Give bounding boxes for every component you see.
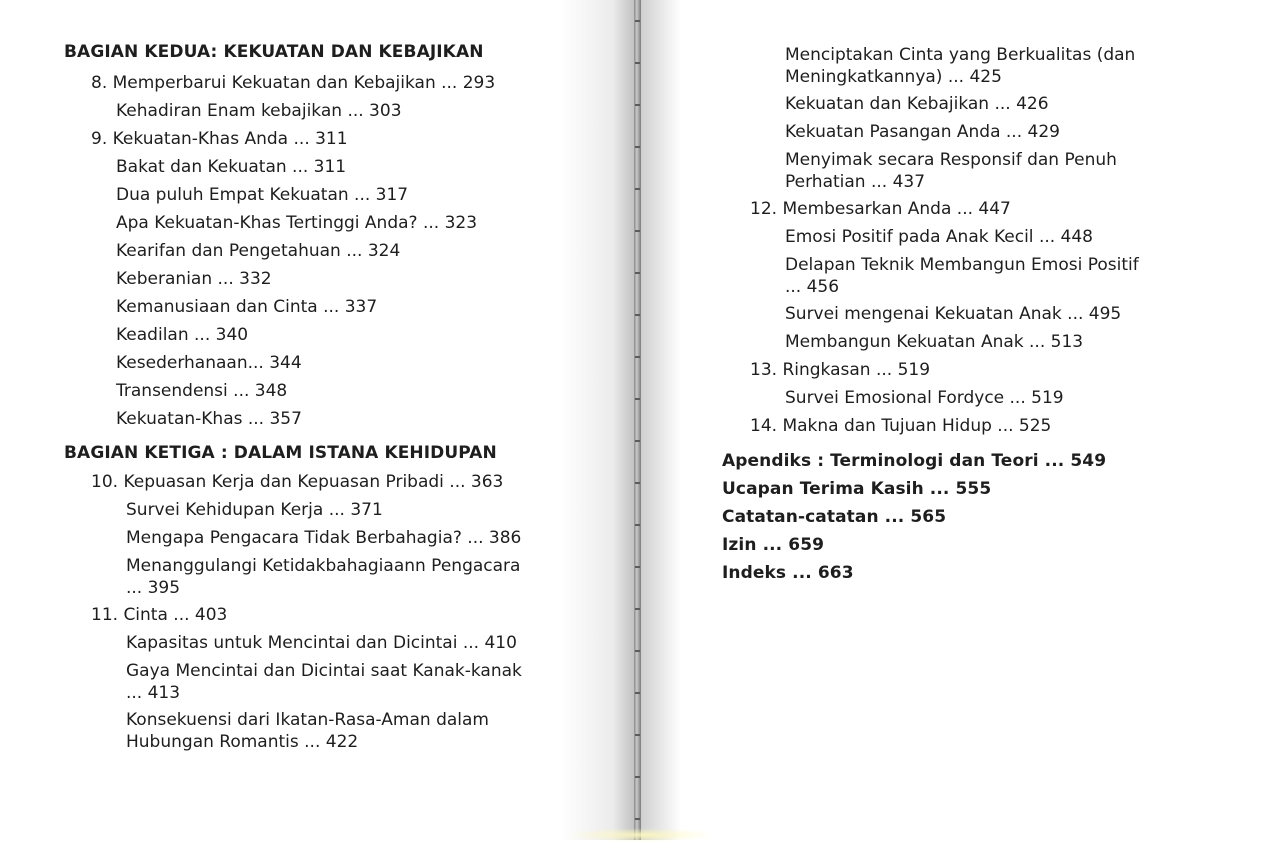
spine-stitch bbox=[635, 398, 640, 400]
spine-stitch bbox=[635, 566, 640, 568]
spine-stitch bbox=[635, 776, 640, 778]
spine-stitch bbox=[635, 146, 640, 148]
spine-stitch bbox=[635, 692, 640, 694]
section-entry[interactable]: Keberanian ... 332 bbox=[116, 269, 272, 289]
section-entry-continued[interactable]: ... 456 bbox=[785, 277, 840, 297]
chapter-entry[interactable]: 9. Kekuatan-Khas Anda ... 311 bbox=[91, 129, 348, 149]
back-matter-entry[interactable]: Izin ... 659 bbox=[722, 535, 825, 555]
back-matter-entry[interactable]: Apendiks : Terminologi dan Teori ... 549 bbox=[722, 451, 1107, 471]
spine-stitch bbox=[635, 482, 640, 484]
back-matter-entry[interactable]: Ucapan Terima Kasih ... 555 bbox=[722, 479, 992, 499]
spine-stitch bbox=[635, 356, 640, 358]
section-entry-continued[interactable]: Hubungan Romantis ... 422 bbox=[126, 732, 359, 752]
section-entry[interactable]: Kesederhanaan... 344 bbox=[116, 353, 302, 373]
chapter-entry[interactable]: 12. Membesarkan Anda ... 447 bbox=[750, 199, 1011, 219]
section-entry[interactable]: Kapasitas untuk Mencintai dan Dicintai ... 410 bbox=[126, 633, 517, 653]
section-entry[interactable]: Kekuatan Pasangan Anda ... 429 bbox=[785, 122, 1060, 142]
section-entry[interactable]: Mengapa Pengacara Tidak Berbahagia? ... 386 bbox=[126, 528, 522, 548]
section-entry[interactable]: Menciptakan Cinta yang Berkualitas (dan bbox=[785, 45, 1136, 65]
spine-stitch bbox=[635, 314, 640, 316]
spine-stitch bbox=[635, 818, 640, 820]
section-entry[interactable]: Survei Kehidupan Kerja ... 371 bbox=[126, 500, 383, 520]
chapter-entry[interactable]: 11. Cinta ... 403 bbox=[91, 605, 228, 625]
back-matter-entry[interactable]: Catatan-catatan ... 565 bbox=[722, 507, 947, 527]
section-entry[interactable]: Transendensi ... 348 bbox=[116, 381, 288, 401]
section-entry-continued[interactable]: ... 413 bbox=[126, 683, 181, 703]
chapter-entry[interactable]: 14. Makna dan Tujuan Hidup ... 525 bbox=[750, 416, 1052, 436]
spine-stitch bbox=[635, 230, 640, 232]
spine-stitch bbox=[635, 104, 640, 106]
section-entry[interactable]: Kekuatan dan Kebajikan ... 426 bbox=[785, 94, 1049, 114]
chapter-entry[interactable]: 13. Ringkasan ... 519 bbox=[750, 360, 931, 380]
spine-stitch bbox=[635, 650, 640, 652]
spine-stitch bbox=[635, 272, 640, 274]
part-heading: BAGIAN KEDUA: KEKUATAN DAN KEBAJIKAN bbox=[64, 42, 484, 62]
section-entry[interactable]: Kemanusiaan dan Cinta ... 337 bbox=[116, 297, 378, 317]
section-entry[interactable]: Survei mengenai Kekuatan Anak ... 495 bbox=[785, 304, 1122, 324]
spine-stitch bbox=[635, 524, 640, 526]
section-entry[interactable]: Konsekuensi dari Ikatan-Rasa-Aman dalam bbox=[126, 710, 489, 730]
section-entry[interactable]: Kekuatan-Khas ... 357 bbox=[116, 409, 302, 429]
gutter-shadow-left bbox=[560, 0, 635, 840]
section-entry[interactable]: Gaya Mencintai dan Dicintai saat Kanak-kanak bbox=[126, 661, 522, 681]
book-spine bbox=[634, 0, 641, 840]
section-entry[interactable]: Apa Kekuatan-Khas Tertinggi Anda? ... 323 bbox=[116, 213, 478, 233]
section-entry-continued[interactable]: Meningkatkannya) ... 425 bbox=[785, 67, 1002, 87]
spine-stitch bbox=[635, 188, 640, 190]
section-entry-continued[interactable]: Perhatian ... 437 bbox=[785, 172, 926, 192]
part-heading: BAGIAN KETIGA : DALAM ISTANA KEHIDUPAN bbox=[64, 443, 497, 463]
spine-stitch bbox=[635, 20, 640, 22]
section-entry[interactable]: Kearifan dan Pengetahuan ... 324 bbox=[116, 241, 401, 261]
section-entry[interactable]: Kehadiran Enam kebajikan ... 303 bbox=[116, 101, 402, 121]
section-entry[interactable]: Delapan Teknik Membangun Emosi Positif bbox=[785, 255, 1139, 275]
spine-stitch bbox=[635, 62, 640, 64]
section-entry[interactable]: Survei Emosional Fordyce ... 519 bbox=[785, 388, 1064, 408]
section-entry[interactable]: Membangun Kekuatan Anak ... 513 bbox=[785, 332, 1084, 352]
spine-stitch bbox=[635, 440, 640, 442]
section-entry[interactable]: Bakat dan Kekuatan ... 311 bbox=[116, 157, 347, 177]
section-entry[interactable]: Menanggulangi Ketidakbahagiaann Pengacara bbox=[126, 556, 521, 576]
section-entry[interactable]: Menyimak secara Responsif dan Penuh bbox=[785, 150, 1117, 170]
section-entry-continued[interactable]: ... 395 bbox=[126, 578, 181, 598]
chapter-entry[interactable]: 10. Kepuasan Kerja dan Kepuasan Pribadi ... 363 bbox=[91, 472, 504, 492]
chapter-entry[interactable]: 8. Memperbarui Kekuatan dan Kebajikan ... 293 bbox=[91, 73, 496, 93]
back-matter-entry[interactable]: Indeks ... 663 bbox=[722, 563, 854, 583]
spine-stitch bbox=[635, 608, 640, 610]
gutter-shadow-right bbox=[641, 0, 681, 840]
spine-stitch bbox=[635, 734, 640, 736]
section-entry[interactable]: Emosi Positif pada Anak Kecil ... 448 bbox=[785, 227, 1094, 247]
section-entry[interactable]: Keadilan ... 340 bbox=[116, 325, 249, 345]
section-entry[interactable]: Dua puluh Empat Kekuatan ... 317 bbox=[116, 185, 409, 205]
